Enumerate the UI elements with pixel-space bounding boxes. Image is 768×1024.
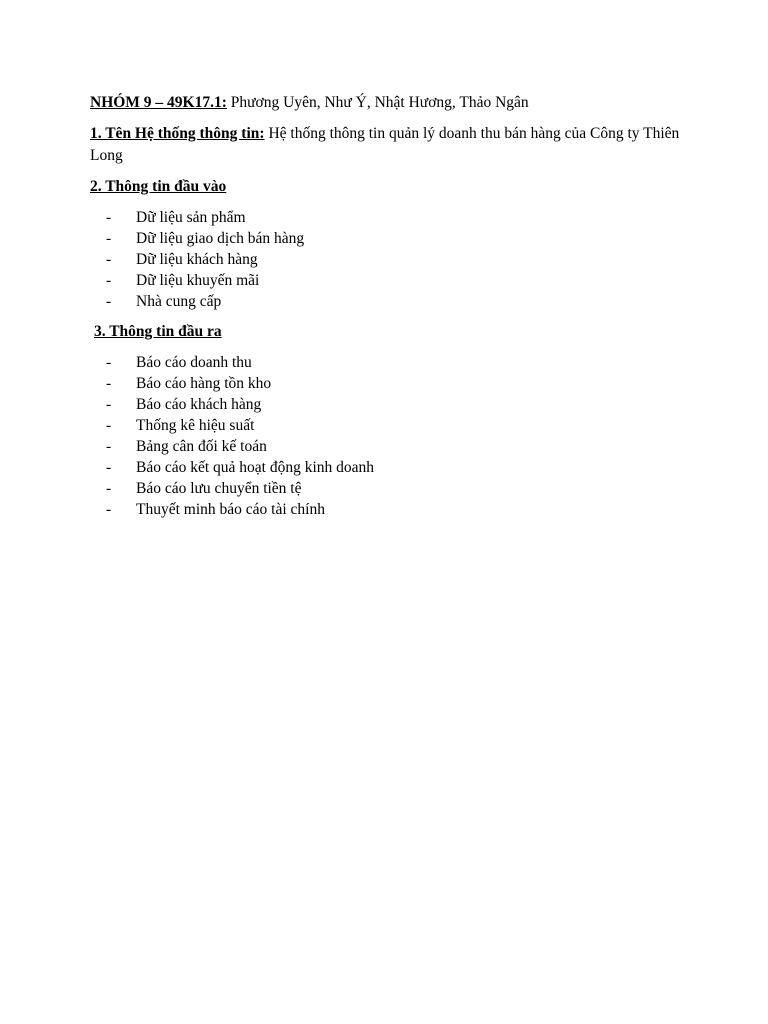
group-members: Phương Uyên, Như Ý, Nhật Hương, Thảo Ngân [226, 94, 529, 111]
list-item [90, 436, 690, 457]
list-item-text: Bảng cân đối kế toán [136, 438, 267, 455]
input-info-heading [90, 176, 690, 198]
bullet-dash: - [106, 501, 112, 518]
list-item-text: Dữ liệu sản phẩm [136, 209, 246, 226]
list-item [90, 352, 690, 373]
bullet-dash: - [106, 354, 112, 371]
list-item-text: Dữ liệu khuyến mãi [136, 272, 260, 289]
list-item [90, 457, 690, 478]
list-item [90, 207, 690, 228]
system-name-paragraph [90, 123, 690, 167]
list-item-text: Báo cáo kết quả hoạt động kinh doanh [136, 459, 375, 476]
input-info-list [90, 207, 690, 312]
bullet-dash: - [106, 438, 112, 455]
bullet-dash: - [106, 293, 112, 310]
bullet-dash: - [106, 396, 112, 413]
list-item [90, 373, 690, 394]
list-item-text: Báo cáo khách hàng [136, 396, 262, 413]
list-item [90, 415, 690, 436]
list-item [90, 249, 690, 270]
system-name-text: Hệ thống thông tin quản lý doanh thu bán hàng của Công ty Thiên Long [90, 125, 680, 164]
bullet-dash: - [106, 251, 112, 268]
list-item-text: Báo cáo doanh thu [136, 354, 252, 371]
list-item-text: Nhà cung cấp [136, 293, 222, 310]
bullet-dash: - [106, 230, 112, 247]
group-label: NHÓM 9 – 49K17.1: [90, 94, 227, 111]
group-line [90, 92, 690, 114]
bullet-dash: - [106, 480, 112, 497]
output-info-heading-text: 3. Thông tin đầu ra [94, 323, 222, 340]
list-item-text: Dữ liệu giao dịch bán hàng [136, 230, 305, 247]
list-item [90, 478, 690, 499]
bullet-dash: - [106, 375, 112, 392]
list-item [90, 291, 690, 312]
input-info-heading-text: 2. Thông tin đầu vào [90, 178, 227, 195]
list-item [90, 499, 690, 520]
output-info-list [90, 352, 690, 520]
list-item-text: Báo cáo hàng tồn kho [136, 375, 272, 392]
output-info-heading [90, 321, 690, 343]
list-item [90, 228, 690, 249]
bullet-dash: - [106, 417, 112, 434]
document-page [90, 92, 690, 529]
system-name-label: 1. Tên Hệ thống thông tin: [90, 125, 265, 142]
bullet-dash: - [106, 459, 112, 476]
list-item-text: Báo cáo lưu chuyển tiền tệ [136, 480, 302, 497]
list-item [90, 394, 690, 415]
list-item-text: Dữ liệu khách hàng [136, 251, 258, 268]
list-item [90, 270, 690, 291]
bullet-dash: - [106, 209, 112, 226]
list-item-text: Thống kê hiệu suất [136, 417, 255, 434]
list-item-text: Thuyết minh báo cáo tài chính [136, 501, 325, 518]
bullet-dash: - [106, 272, 112, 289]
